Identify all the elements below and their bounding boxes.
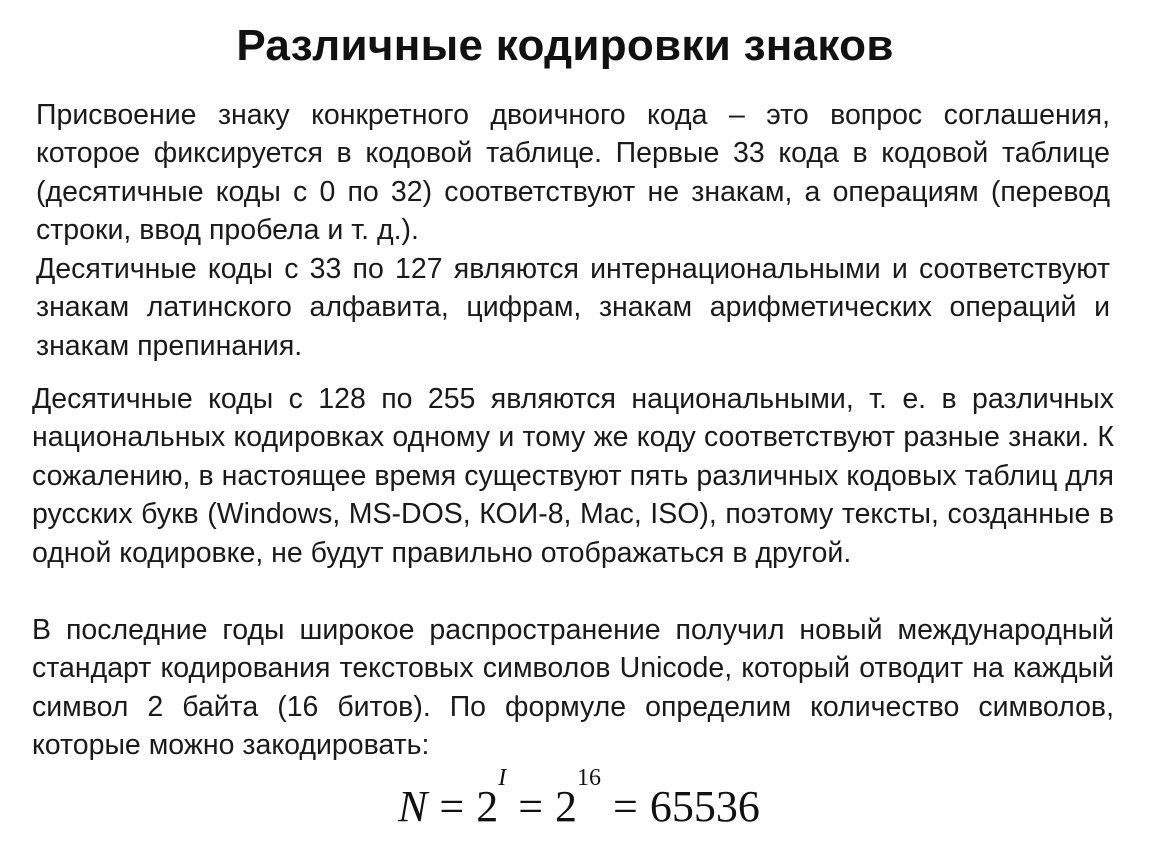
formula-lhs: N (398, 782, 428, 831)
formula-equals-3: = (613, 782, 638, 831)
formula-equals-2: = (518, 782, 544, 831)
formula-base-2: 2 (555, 782, 578, 831)
formula-base-1: 2 (476, 782, 499, 831)
paragraph-control-codes: Присвоение знаку конкретного двоичного кода – это вопрос соглашения, которое фиксируется в кодовой таблице. Первые 33 кода в кодовой таблице (десятичные коды с 0 по 32) соответствуют не знакам, а операциям (перевод строки, ввод пробела и т. д.). (36, 99, 1110, 247)
paragraph-national-codes: Десятичные коды с 128 по 255 являются национальными, т. е. в различных национальных кодировках одному и тому же коду соответствуют разные знаки. К сожалению, в настоящее время существуют пять различных кодовых таблиц для русских букв (Windows, MS-DOS, КОИ-8, Mac, ISO), поэтому тексты, созданные в одной кодировке, не будут правильно отображаться в другой. (32, 383, 1114, 569)
paragraph-unicode: В последние годы широкое распространение получил новый международный стандарт кодирования текстовых символов Unicode, который отводит на каждый символ 2 байта (16 битов). По формуле определим количество символов, которые можно закодировать: (32, 614, 1114, 762)
unicode-formula (398, 765, 760, 842)
formula-result: 65536 (649, 782, 760, 831)
slide-title: Различные кодировки знаков (236, 21, 894, 70)
formula-exponent-2: 16 (577, 765, 602, 791)
formula-equals-1: = (439, 782, 465, 831)
paragraph-international-codes: Десятичные коды с 33 по 127 являются интернациональными и соответствуют знакам латинского алфавита, цифрам, знакам арифметических операций и знакам препинания. (36, 253, 1110, 362)
formula-exponent-1: I (498, 765, 507, 791)
